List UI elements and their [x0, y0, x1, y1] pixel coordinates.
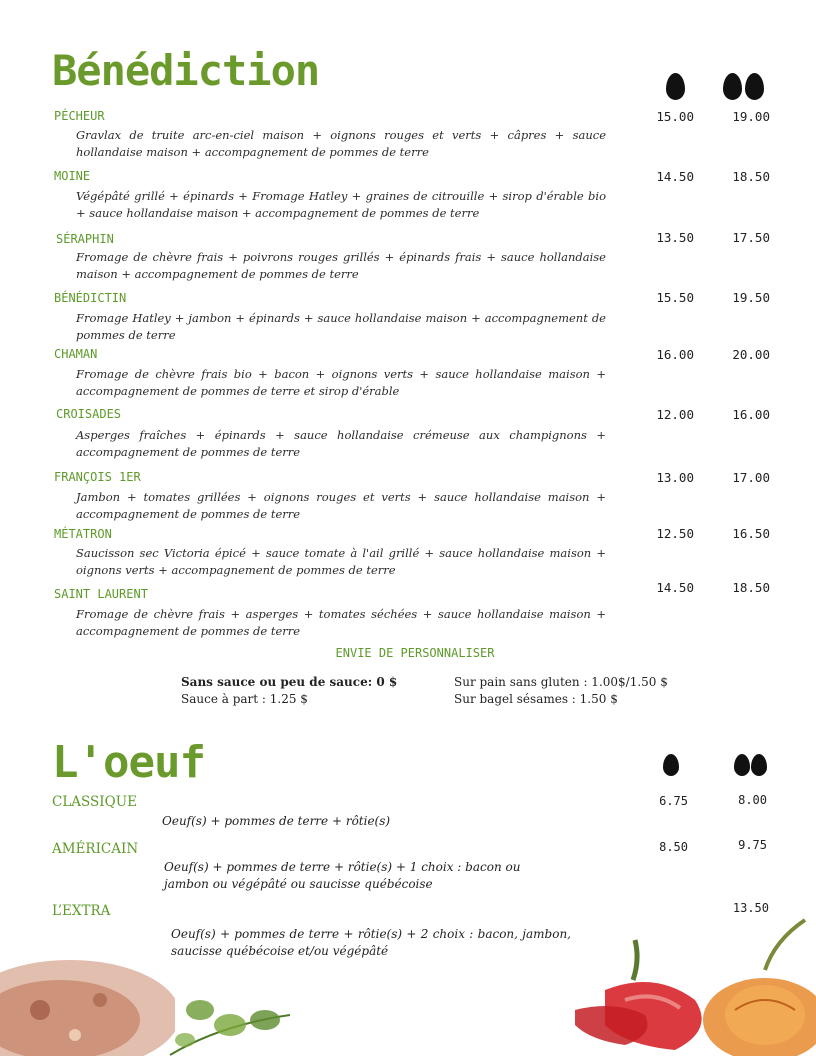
item-name: MOINE — [54, 169, 91, 183]
price-single: 13.50 — [656, 230, 694, 245]
herb-illustration — [160, 985, 300, 1056]
section-title-oeuf: L'oeuf — [52, 737, 205, 788]
price-double: 13.50 — [732, 901, 769, 915]
egg-icon — [663, 754, 679, 776]
price-single: 12.50 — [656, 526, 694, 541]
price-single: 14.50 — [656, 169, 694, 184]
two-eggs-icon — [723, 73, 742, 100]
item-description: Fromage de chèvre frais + asperges + tomates séchées + sauce hollandaise maison + accompagnement de pommes de terre — [76, 607, 606, 638]
price-double: 17.50 — [732, 230, 770, 245]
price-single: 14.50 — [656, 580, 694, 595]
price-single: 15.00 — [656, 109, 694, 124]
item-description: Fromage de chèvre frais bio + bacon + oignons verts + sauce hollandaise maison + accompagnement de pommes de terre et sirop d'érable — [76, 367, 606, 398]
item-name: L’EXTRA — [52, 903, 111, 919]
onion-illustration — [695, 910, 816, 1056]
item-description: Oeuf(s) + pommes de terre + rôtie(s) + 1 choix : bacon ou jambon ou végépâté ou saucisse québécoise — [164, 860, 521, 891]
section-title-benediction: Bénédiction — [52, 46, 320, 95]
option-sauce-side: Sauce à part : 1.25 $ — [181, 692, 308, 706]
price-double: 9.75 — [738, 838, 767, 852]
item-name: BÉNÉDICTIN — [54, 291, 127, 305]
price-single: 8.50 — [659, 840, 688, 854]
item-description: Oeuf(s) + pommes de terre + rôtie(s) — [162, 814, 391, 828]
price-double: 19.00 — [732, 109, 770, 124]
two-eggs-icon — [734, 754, 750, 776]
item-name: CHAMAN — [54, 347, 98, 361]
potato-illustration — [0, 940, 175, 1056]
item-name: CROISADES — [56, 407, 122, 421]
price-double: 20.00 — [732, 347, 770, 362]
option-no-sauce: Sans sauce ou peu de sauce: 0 $ — [181, 675, 398, 689]
price-double: 16.00 — [732, 407, 770, 422]
price-single: 16.00 — [656, 347, 694, 362]
price-double: 17.00 — [732, 470, 770, 485]
price-double: 18.50 — [732, 580, 770, 595]
item-name: SÉRAPHIN — [56, 232, 114, 246]
item-description: Saucisson sec Victoria épicé + sauce tomate à l'ail grillé + sauce hollandaise maison + oignons verts + accompagnement de pommes de terre — [76, 546, 606, 577]
two-eggs-icon — [745, 73, 764, 100]
option-gluten-free: Sur pain sans gluten : 1.00$/1.50 $ — [454, 675, 668, 689]
item-name: CLASSIQUE — [52, 794, 137, 810]
price-double: 18.50 — [732, 169, 770, 184]
price-double: 19.50 — [732, 290, 770, 305]
item-description: Jambon + tomates grillées + oignons rouges et verts + sauce hollandaise maison + accompagnement de pommes de terre — [76, 490, 606, 521]
item-description: Fromage Hatley + jambon + épinards + sauce hollandaise maison + accompagnement de pommes de terre — [76, 311, 606, 342]
option-bagel: Sur bagel sésames : 1.50 $ — [454, 692, 618, 706]
item-name: FRANÇOIS 1ER — [54, 470, 141, 484]
item-description: Asperges fraîches + épinards + sauce hollandaise crémeuse aux champignons + accompagnement de pommes de terre — [76, 428, 606, 459]
egg-icon — [666, 73, 685, 100]
item-name: AMÉRICAIN — [52, 841, 139, 857]
price-single: 15.50 — [656, 290, 694, 305]
item-description: Fromage de chèvre frais + poivrons rouges grillés + épinards frais + sauce hollandaise maison + accompagnement de pommes de terre — [76, 250, 606, 281]
item-name: PÉCHEUR — [54, 109, 105, 123]
price-double: 8.00 — [738, 793, 767, 807]
price-double: 16.50 — [732, 526, 770, 541]
item-name: MÉTATRON — [54, 527, 112, 541]
item-description: Gravlax de truite arc-en-ciel maison + oignons rouges et verts + câpres + sauce hollandaise maison + accompagnement de pommes de terre — [76, 128, 606, 159]
customize-heading: ENVIE DE PERSONNALISER — [335, 646, 495, 660]
price-single: 6.75 — [659, 794, 688, 808]
item-description: Oeuf(s) + pommes de terre + rôtie(s) + 2 choix : bacon, jambon, saucisse québécoise et/ou végépâté — [171, 927, 571, 958]
price-single: 13.00 — [656, 470, 694, 485]
two-eggs-icon — [751, 754, 767, 776]
item-description: Végépâté grillé + épinards + Fromage Hatley + graines de citrouille + sirop d'érable bio + sauce hollandaise maison + accompagnement de pommes de terre — [76, 189, 606, 220]
price-single: 12.00 — [656, 407, 694, 422]
item-name: SAINT LAURENT — [54, 587, 148, 601]
